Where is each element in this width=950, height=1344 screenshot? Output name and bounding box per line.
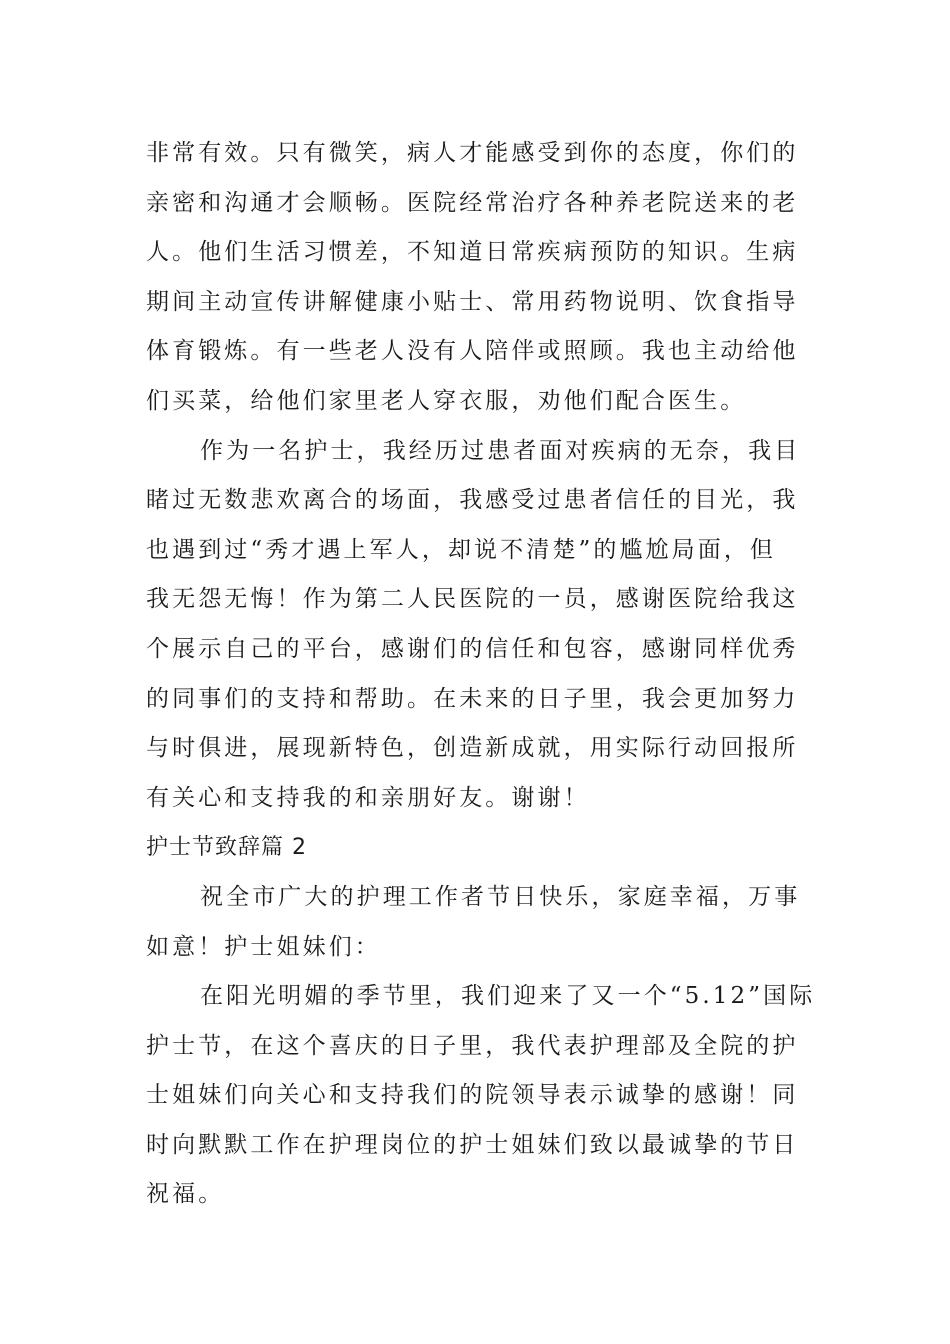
body-line: 与时俱进，展现新特色，创造新成就，用实际行动回报所 bbox=[146, 735, 799, 762]
body-line: 护士节，在这个喜庆的日子里，我代表护理部及全院的护 bbox=[146, 1032, 799, 1059]
body-line: 非常有效。只有微笑，病人才能感受到你的态度，你们的 bbox=[146, 140, 799, 166]
paragraph-first-line: 在阳光明媚的季节里，我们迎来了又一个“5.12”国际 bbox=[200, 983, 816, 1010]
body-line: 我无怨无悔！作为第二人民医院的一员，感谢医院给我这 bbox=[146, 586, 799, 613]
paragraph-first-line: 作为一名护士，我经历过患者面对疾病的无奈，我目 bbox=[200, 437, 801, 464]
section-heading: 护士节致辞篇 2 bbox=[146, 835, 307, 861]
body-line: 有关心和支持我的和亲朋好友。谢谢！ bbox=[146, 784, 590, 811]
body-line: 个展示自己的平台，感谢们的信任和包容，感谢同样优秀 bbox=[146, 635, 799, 662]
body-line: 体育锻炼。有一些老人没有人陪伴或照顾。我也主动给他 bbox=[146, 338, 799, 365]
body-line: 睹过无数悲欢离合的场面，我感受过患者信任的目光，我 bbox=[146, 487, 799, 514]
body-line: 的同事们的支持和帮助。在未来的日子里，我会更加努力 bbox=[146, 685, 799, 712]
body-line: 士姐妹们向关心和支持我们的院领导表示诚挚的感谢！同 bbox=[146, 1082, 799, 1109]
document-body bbox=[146, 129, 816, 1220]
body-line: 也遇到过“秀才遇上军人，却说不清楚”的尴尬局面，但 bbox=[146, 536, 777, 563]
body-line: 人。他们生活习惯差，不知道日常疾病预防的知识。生病 bbox=[146, 239, 799, 266]
body-line: 如意！护士姐妹们： bbox=[146, 933, 381, 960]
body-line: 祝福。 bbox=[146, 1181, 225, 1208]
body-line: 时向默默工作在护理岗位的护士姐妹们致以最诚挚的节日 bbox=[146, 1131, 799, 1158]
body-line: 亲密和沟通才会顺畅。医院经常治疗各种养老院送来的老 bbox=[146, 189, 799, 216]
body-line: 们买菜，给他们家里老人穿衣服，劝他们配合医生。 bbox=[146, 387, 747, 414]
paragraph-first-line: 祝全市广大的护理工作者节日快乐，家庭幸福，万事 bbox=[200, 883, 801, 910]
body-line: 期间主动宣传讲解健康小贴士、常用药物说明、饮食指导 bbox=[146, 288, 799, 315]
